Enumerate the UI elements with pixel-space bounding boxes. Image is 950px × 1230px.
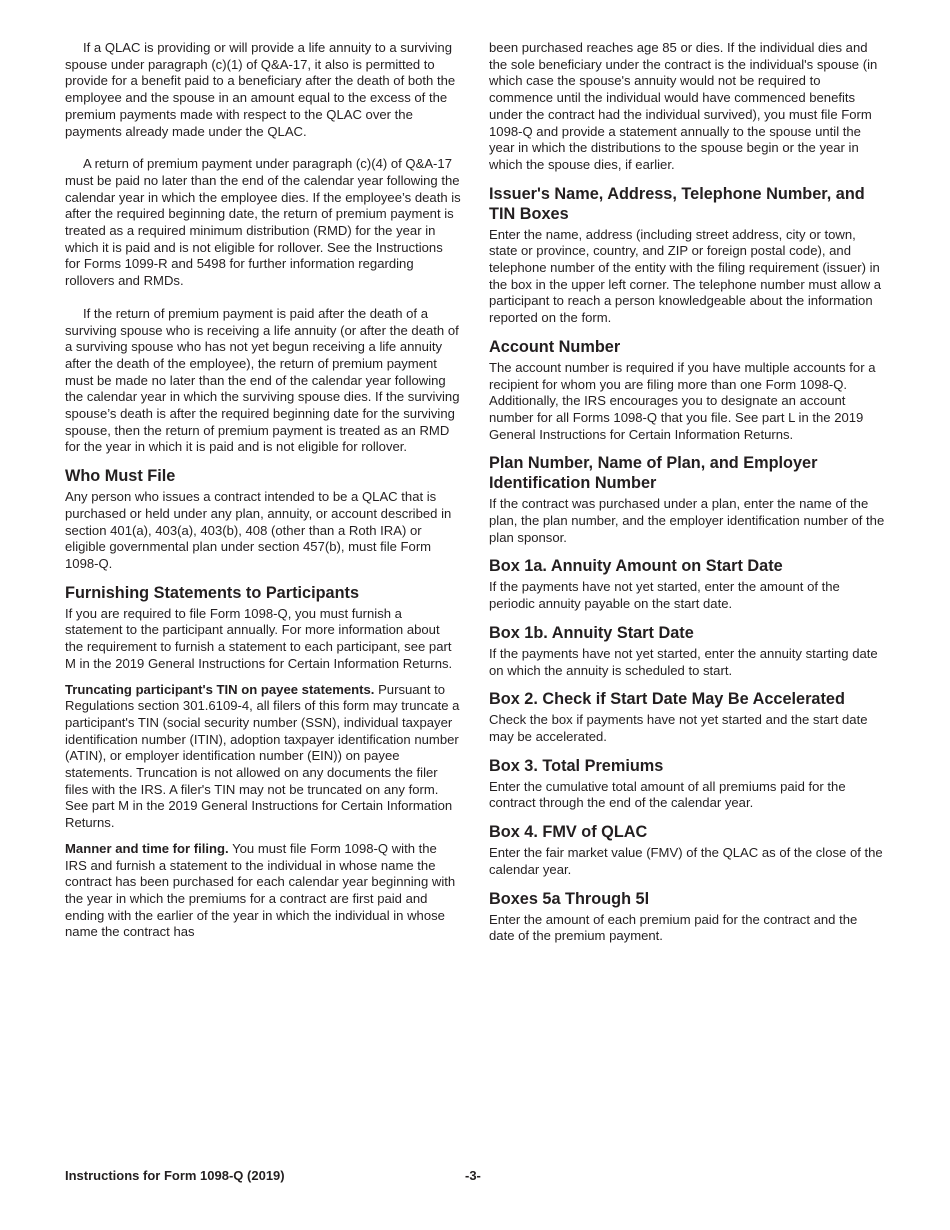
paragraph-return-after-spouse-death: If the return of premium payment is paid after the death of a surviving spouse who is receiving a life annuity (or after the death of a surviving spouse who has not yet begun receiving a life annuity after the death of the employee), the return of premium payment must be made no later than the end of the calendar year following the calendar year in which the surviving spouse dies. If the surviving spouse’s death is after the required beginning date for the surviving spouse, then the return of premium payment is treated as an RMD for the year in which it is paid and is not eligible for rollover. [65, 305, 460, 455]
paragraph-continued: been purchased reaches age 85 or dies. If the individual dies and the sole beneficiary under the contract is the individual's spouse (in which case the spouse's annuity would not be required to commence until the individual would have commenced benefits under the contract had the individual survived), you must file Form 1098-Q and provide a statement annually to the spouse until the year in which the distributions to the spouse begin or the year in which the spouse dies, if earlier. [489, 40, 878, 172]
heading-box-3: Box 3. Total Premiums [489, 756, 664, 775]
paragraph-box-2: Check the box if payments have not yet started and the start date may be accelerated. [489, 712, 868, 744]
runin-heading-truncating-tin: Truncating participant's TIN on payee statements. [65, 681, 375, 697]
paragraph-furnishing-statements: If you are required to file Form 1098-Q, you must furnish a statement to the participant annually. For more information about the requirement to furnish a statement to each participant, see part M in the 2019 General Instructions for Certain Information Returns. [65, 605, 453, 671]
paragraph-box-1a: If the payments have not yet started, enter the amount of the periodic annuity payable on the start date. [489, 579, 840, 612]
heading-issuer-boxes: Issuer's Name, Address, Telephone Number, and TIN Boxes [489, 184, 865, 223]
paragraph-plan-number: If the contract was purchased under a plan, enter the name of the plan, the plan number, and the employer identification number of the plan sponsor. [489, 496, 885, 545]
left-column [65, 40, 461, 941]
heading-box-4: Box 4. FMV of QLAC [489, 823, 648, 842]
paragraph-box-1b: If the payments have not yet started, enter the annuity starting date on which the annuity is scheduled to start. [489, 645, 878, 678]
right-column [489, 40, 885, 945]
paragraph-boxes-5a-5l: Enter the amount of each premium paid for the contract and the date of the premium payment. [489, 911, 858, 944]
paragraph-who-must-file: Any person who issues a contract intended to be a QLAC that is purchased or held under any plan, annuity, or account described in section 401(a), 403(a), 403(b), 408 (other than a Roth IRA) or eligible governmental plan under section 457(b), must file Form 1098-Q. [65, 489, 452, 571]
footer-title: Instructions for Form 1098-Q (2019) [65, 1168, 285, 1183]
paragraph-account-number: The account number is required if you have multiple accounts for a recipient for whom you are filing more than one Form 1098-Q. Additionally, the IRS encourages you to designate an account number for all Forms 1098-Q that you file. See part L in the 2019 General Instructions for Certain Information Returns. [489, 359, 876, 442]
paragraph-issuer-boxes: Enter the name, address (including street address, city or town, state or province, country, and ZIP or foreign postal code), and telephone number of the entity with the filing requirement (issuer) in the box in the upper left corner. The telephone number must allow a participant to reach a person knowledgeable about the information reported on the form. [489, 226, 882, 326]
runin-heading-manner-time-filing: Manner and time for filing. [65, 840, 229, 856]
page-footer [65, 1168, 885, 1186]
paragraph-box-3: Enter the cumulative total amount of all premiums paid for the contract through the end of the calendar year. [489, 778, 846, 811]
heading-who-must-file: Who Must File [65, 467, 176, 486]
heading-plan-number: Plan Number, Name of Plan, and Employer Identification Number [489, 454, 818, 493]
paragraph-qlac-surviving-spouse: If a QLAC is providing or will provide a life annuity to a surviving spouse under paragraph (c)(1) of Q&A-17, it also is permitted to provide for a benefit paid to a beneficiary after the death of both the employee and the spouse in an amount equal to the excess of the premium payments made with respect to the QLAC over the payments already made under the QLAC. [65, 40, 456, 139]
paragraph-manner-time-filing [65, 841, 461, 941]
heading-boxes-5a-5l: Boxes 5a Through 5l [489, 889, 650, 908]
paragraph-return-of-premium: A return of premium payment under paragraph (c)(4) of Q&A-17 must be paid no later than the end of the calendar year following the calendar year in which the employee dies. If the employee’s death is after the required beginning date, the return of premium payment is treated as a required minimum distribution (RMD) for the year in which it is paid and is not eligible for rollover. See the Instructions for Forms 1099-R and 5498 for further information regarding rollovers and RMDs. [65, 156, 461, 289]
paragraph-truncating-tin [65, 682, 461, 832]
heading-furnishing-statements: Furnishing Statements to Participants [65, 583, 360, 602]
text-manner-time-filing: You must file Form 1098-Q with the IRS and furnish a statement to the individual in whose name the contract has been purchased for each calendar year beginning with the year in which the premiums for a contract are first paid and ending with the earlier of the year in which the individual in whose name the contract has [65, 840, 456, 940]
text-truncating-tin: Pursuant to Regulations section 301.6109-4, all filers of this form may truncate a participant's TIN (social security number (SSN), individual taxpayer identification number (ITIN), adoption taxpayer identification number (ATIN), or employer identification number (EIN)) on payee statements. Truncation is not allowed on any documents the filer files with the IRS. A filer's TIN may not be truncated on any form. See part M in the 2019 General Instructions for Certain Information Returns. [65, 681, 460, 831]
heading-box-1b: Box 1b. Annuity Start Date [489, 623, 694, 642]
page-number: -3- [465, 1168, 481, 1183]
heading-box-2: Box 2. Check if Start Date May Be Accelerated [489, 690, 845, 709]
heading-box-1a: Box 1a. Annuity Amount on Start Date [489, 557, 783, 576]
heading-account-number: Account Number [489, 337, 621, 356]
paragraph-box-4: Enter the fair market value (FMV) of the QLAC as of the close of the calendar year. [489, 845, 883, 877]
